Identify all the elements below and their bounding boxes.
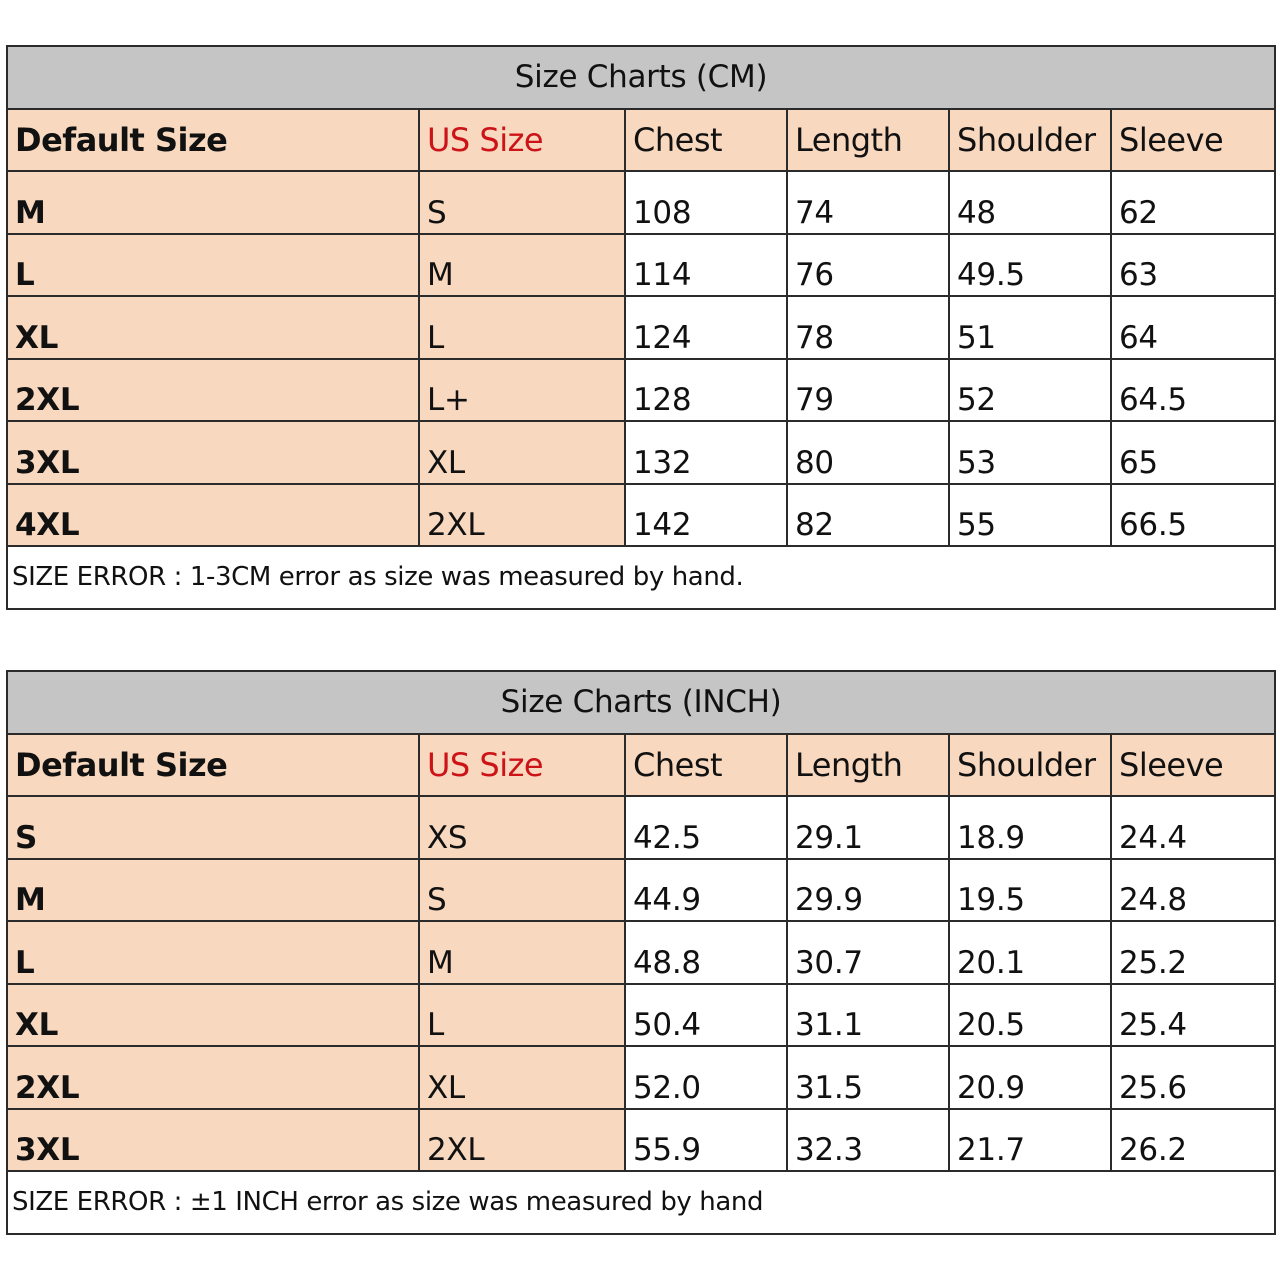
cell-default-size: S (7, 796, 419, 859)
cell-us-size: M (419, 234, 625, 297)
table-row (7, 1109, 1275, 1172)
cell-length: 78 (787, 296, 949, 359)
cell-length: 31.1 (787, 984, 949, 1047)
header-shoulder: Shoulder (949, 734, 1111, 797)
cell-length: 74 (787, 171, 949, 234)
header-shoulder: Shoulder (949, 109, 1111, 172)
cell-us-size: S (419, 859, 625, 922)
note-row (7, 546, 1275, 609)
cell-shoulder: 20.1 (949, 921, 1111, 984)
cell-length: 76 (787, 234, 949, 297)
header-us-size: US Size (419, 734, 625, 797)
cell-length: 30.7 (787, 921, 949, 984)
table-row (7, 171, 1275, 234)
cell-length: 29.1 (787, 796, 949, 859)
cell-length: 79 (787, 359, 949, 422)
cell-shoulder: 20.9 (949, 1046, 1111, 1109)
chart-title-row (7, 671, 1275, 734)
cell-chest: 50.4 (625, 984, 787, 1047)
cell-us-size: M (419, 921, 625, 984)
header-chest: Chest (625, 734, 787, 797)
chart-title: Size Charts (INCH) (7, 671, 1275, 734)
table-row (7, 1046, 1275, 1109)
cell-sleeve: 24.8 (1111, 859, 1275, 922)
cell-chest: 44.9 (625, 859, 787, 922)
cell-chest: 52.0 (625, 1046, 787, 1109)
cell-default-size: 3XL (7, 421, 419, 484)
cell-default-size: M (7, 859, 419, 922)
cell-default-size: M (7, 171, 419, 234)
cell-default-size: 4XL (7, 484, 419, 547)
cell-default-size: XL (7, 296, 419, 359)
cell-us-size: L (419, 984, 625, 1047)
header-us-size: US Size (419, 109, 625, 172)
note-row (7, 1171, 1275, 1234)
cell-sleeve: 63 (1111, 234, 1275, 297)
cell-chest: 128 (625, 359, 787, 422)
size-chart-cm (6, 45, 1276, 610)
cell-chest: 42.5 (625, 796, 787, 859)
cell-us-size: L (419, 296, 625, 359)
cell-shoulder: 19.5 (949, 859, 1111, 922)
table-row (7, 859, 1275, 922)
cell-length: 29.9 (787, 859, 949, 922)
cell-sleeve: 26.2 (1111, 1109, 1275, 1172)
cell-us-size: XL (419, 421, 625, 484)
table-row (7, 921, 1275, 984)
cell-shoulder: 55 (949, 484, 1111, 547)
cell-shoulder: 21.7 (949, 1109, 1111, 1172)
cell-default-size: 2XL (7, 359, 419, 422)
size-error-note: SIZE ERROR : 1-3CM error as size was measured by hand. (7, 546, 1275, 609)
cell-default-size: L (7, 234, 419, 297)
header-default-size: Default Size (7, 109, 419, 172)
cell-us-size: XS (419, 796, 625, 859)
cell-shoulder: 49.5 (949, 234, 1111, 297)
cell-us-size: 2XL (419, 484, 625, 547)
cell-chest: 108 (625, 171, 787, 234)
cell-shoulder: 20.5 (949, 984, 1111, 1047)
header-row (7, 734, 1275, 797)
cell-us-size: S (419, 171, 625, 234)
cell-us-size: XL (419, 1046, 625, 1109)
cell-sleeve: 64 (1111, 296, 1275, 359)
cell-sleeve: 25.6 (1111, 1046, 1275, 1109)
size-chart-inch (6, 670, 1276, 1235)
header-sleeve: Sleeve (1111, 109, 1275, 172)
cell-chest: 55.9 (625, 1109, 787, 1172)
cell-chest: 142 (625, 484, 787, 547)
cell-length: 80 (787, 421, 949, 484)
cell-sleeve: 65 (1111, 421, 1275, 484)
cell-length: 32.3 (787, 1109, 949, 1172)
cell-default-size: 3XL (7, 1109, 419, 1172)
cell-chest: 114 (625, 234, 787, 297)
cell-length: 31.5 (787, 1046, 949, 1109)
chart-title: Size Charts (CM) (7, 46, 1275, 109)
table-row (7, 234, 1275, 297)
table-row (7, 359, 1275, 422)
cell-sleeve: 66.5 (1111, 484, 1275, 547)
table-row (7, 296, 1275, 359)
header-length: Length (787, 109, 949, 172)
cell-us-size: L+ (419, 359, 625, 422)
cell-default-size: L (7, 921, 419, 984)
size-error-note: SIZE ERROR : ±1 INCH error as size was measured by hand (7, 1171, 1275, 1234)
table-row (7, 796, 1275, 859)
cell-shoulder: 51 (949, 296, 1111, 359)
cell-sleeve: 25.2 (1111, 921, 1275, 984)
table-row (7, 484, 1275, 547)
header-row (7, 109, 1275, 172)
cell-shoulder: 53 (949, 421, 1111, 484)
cell-us-size: 2XL (419, 1109, 625, 1172)
cell-sleeve: 25.4 (1111, 984, 1275, 1047)
header-default-size: Default Size (7, 734, 419, 797)
cell-chest: 48.8 (625, 921, 787, 984)
cell-chest: 124 (625, 296, 787, 359)
cell-default-size: 2XL (7, 1046, 419, 1109)
cell-sleeve: 24.4 (1111, 796, 1275, 859)
cell-length: 82 (787, 484, 949, 547)
cell-shoulder: 48 (949, 171, 1111, 234)
header-sleeve: Sleeve (1111, 734, 1275, 797)
chart-title-row (7, 46, 1275, 109)
cell-sleeve: 64.5 (1111, 359, 1275, 422)
cell-shoulder: 18.9 (949, 796, 1111, 859)
cell-sleeve: 62 (1111, 171, 1275, 234)
cell-chest: 132 (625, 421, 787, 484)
table-row (7, 421, 1275, 484)
header-chest: Chest (625, 109, 787, 172)
header-length: Length (787, 734, 949, 797)
cell-shoulder: 52 (949, 359, 1111, 422)
cell-default-size: XL (7, 984, 419, 1047)
table-row (7, 984, 1275, 1047)
